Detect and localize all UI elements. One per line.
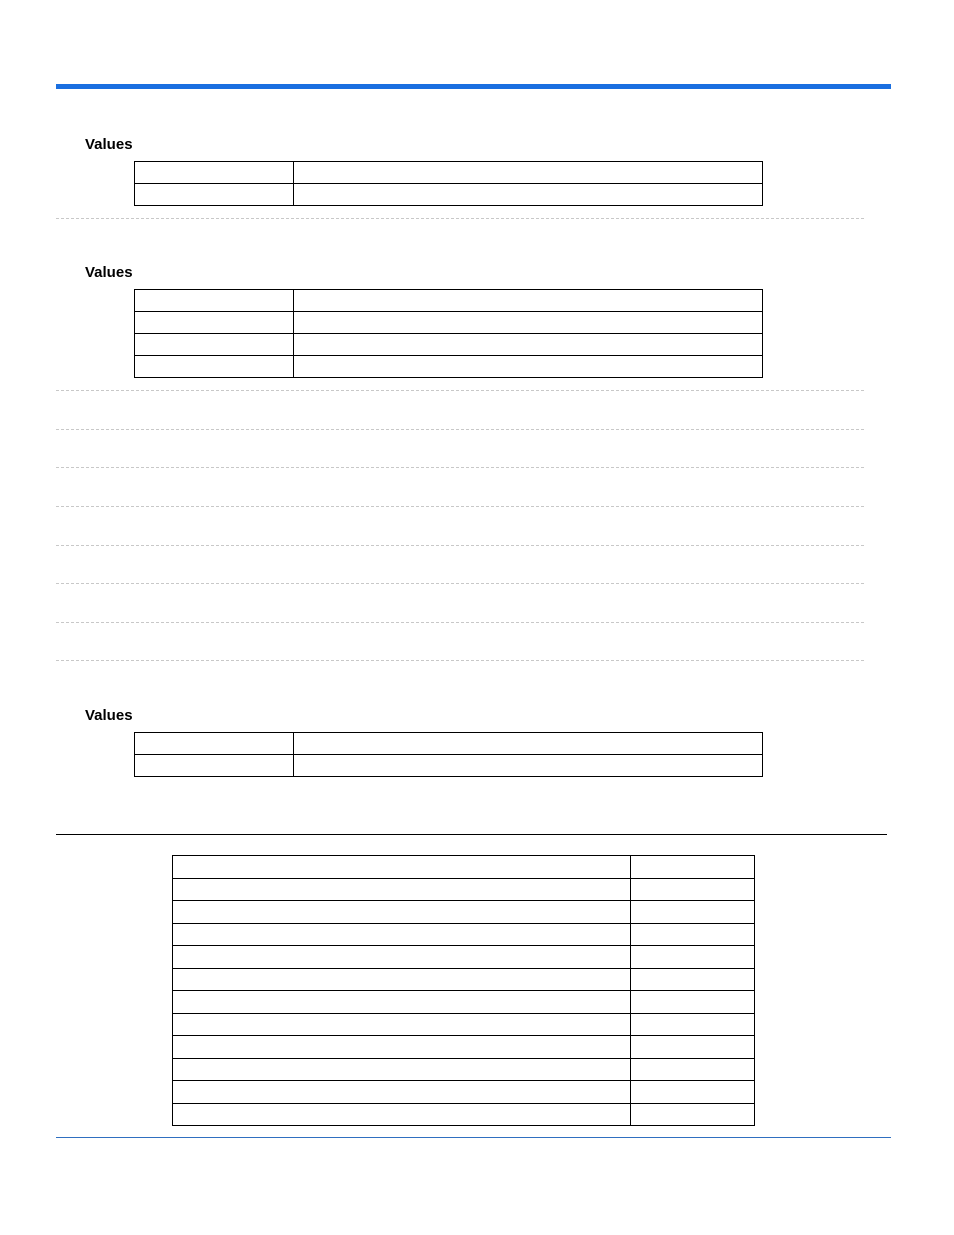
divider [56,390,864,391]
table-row [173,991,755,1014]
table-cell [631,1081,755,1104]
table-cell [294,290,763,312]
table-cell [135,755,294,777]
table-cell [173,1081,631,1104]
table-row [173,923,755,946]
table-cell [631,1058,755,1081]
divider [56,218,864,219]
table-cell [135,162,294,184]
table-cell [294,162,763,184]
table-cell [173,991,631,1014]
summary-table [172,855,755,1126]
table-cell [135,312,294,334]
table-row [135,290,763,312]
table-row [135,312,763,334]
table-row [135,755,763,777]
footer-rule [56,1137,891,1138]
values-table-1 [134,161,763,206]
table-cell [173,1013,631,1036]
table-cell [631,901,755,924]
section-2-heading: Values [85,264,133,281]
table-row [173,1103,755,1126]
values-table-2 [134,289,763,378]
section-3-heading: Values [85,707,133,724]
table-cell [631,991,755,1014]
divider [56,467,864,468]
table-cell [135,334,294,356]
values-table-3 [134,732,763,777]
table-row [173,946,755,969]
table-cell [173,878,631,901]
table-cell [294,733,763,755]
table-row [173,1058,755,1081]
divider [56,622,864,623]
divider [56,660,864,661]
table-cell [135,733,294,755]
table-cell [294,184,763,206]
table-row [173,968,755,991]
table-cell [631,856,755,879]
section-1-heading: Values [85,136,133,153]
table-cell [631,946,755,969]
table-row [173,1036,755,1059]
table-cell [173,1036,631,1059]
table-row [135,733,763,755]
table-cell [135,356,294,378]
table-cell [173,1103,631,1126]
table-cell [631,923,755,946]
divider [56,583,864,584]
divider [56,506,864,507]
table-cell [631,1036,755,1059]
table-cell [135,184,294,206]
table-row [135,162,763,184]
table-cell [631,878,755,901]
section-rule [56,834,887,835]
table-row [173,1081,755,1104]
table-cell [631,1013,755,1036]
table-row [135,356,763,378]
divider [56,429,864,430]
table-cell [294,755,763,777]
table-cell [631,968,755,991]
header-accent-bar [56,84,891,89]
table-row [135,334,763,356]
table-cell [173,923,631,946]
table-row [173,1013,755,1036]
table-cell [173,1058,631,1081]
table-row [173,856,755,879]
table-cell [135,290,294,312]
table-cell [173,946,631,969]
table-cell [294,356,763,378]
table-cell [173,901,631,924]
table-row [173,901,755,924]
table-cell [173,968,631,991]
table-cell [631,1103,755,1126]
table-row [135,184,763,206]
table-cell [173,856,631,879]
table-row [173,878,755,901]
divider [56,545,864,546]
table-cell [294,334,763,356]
table-cell [294,312,763,334]
